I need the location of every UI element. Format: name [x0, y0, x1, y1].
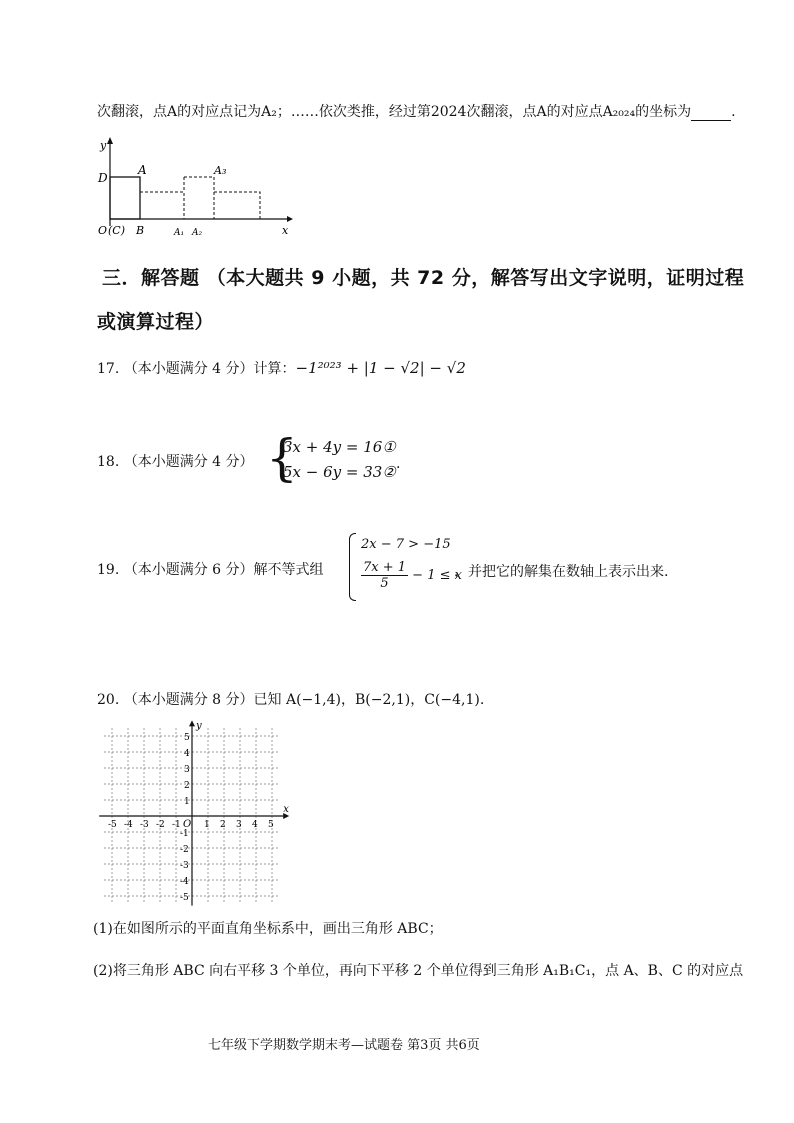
- q19-label: 19. （本小题满分 6 分）解不等式组: [97, 562, 324, 578]
- intro-line: [97, 101, 736, 121]
- x-tick-label: -2: [156, 820, 165, 830]
- x-tick-label: -5: [108, 820, 117, 830]
- q19-numerator: 7x + 1: [363, 560, 407, 575]
- coordinate-grid: [92, 720, 289, 903]
- q18-brace: {: [266, 429, 298, 487]
- q18-label: 18. （本小题满分 4 分）: [97, 454, 254, 470]
- label-O: O: [98, 224, 108, 237]
- label-B: B: [136, 224, 145, 237]
- y-tick-label: -4: [180, 877, 189, 887]
- label-A3: A₃: [214, 164, 227, 177]
- q19-inequality-2: [361, 560, 462, 591]
- y-tick-label: 5: [184, 733, 190, 743]
- x-axis-label: x: [282, 224, 289, 237]
- q18-equation-1: 3x + 4y = 16①: [283, 438, 396, 456]
- y-axis-arrow: [189, 720, 195, 726]
- label-D: D: [98, 171, 108, 185]
- label-A: A: [138, 163, 147, 177]
- y-tick-label: -5: [180, 893, 189, 903]
- q17-label: 17. （本小题满分 4 分）计算：: [97, 361, 296, 377]
- label-A1: A₁: [174, 228, 185, 238]
- y-axis-label: y: [196, 720, 202, 732]
- q19-after: ，并把它的解集在数轴上表示出来.: [454, 564, 669, 580]
- q19-inequality-1: 2x − 7 > −15: [361, 537, 451, 552]
- y-tick-label: 4: [184, 749, 190, 759]
- y-axis-label: y: [100, 139, 107, 152]
- question-17: [97, 358, 466, 378]
- x-axis-label: x: [283, 804, 289, 815]
- origin-label: O: [183, 819, 192, 830]
- y-tick-label: -2: [180, 845, 189, 855]
- label-C: (C): [108, 224, 125, 237]
- q19-brace: [349, 533, 356, 601]
- rolling-rectangle-figure: [92, 134, 297, 244]
- x-tick-label: 4: [252, 820, 258, 830]
- q19-denominator: 5: [380, 576, 389, 591]
- section-heading-line1: 三．解答题 （本大题共 9 小题，共 72 分，解答写出文字说明，证明过程: [102, 267, 745, 289]
- x-tick-label: 1: [204, 820, 210, 830]
- q20-label: 20. （本小题满分 8 分）已知 A(−1,4)，B(−2,1)，C(−4,1).: [97, 692, 485, 708]
- x-tick-label: 3: [236, 820, 242, 830]
- page-footer: 七年级下学期数学期末考—试题卷 第3页 共6页: [208, 1038, 480, 1053]
- answer-blank: [691, 108, 731, 121]
- y-tick-label: 3: [184, 765, 190, 775]
- y-tick-label: 1: [184, 797, 190, 807]
- q18-end: .: [396, 456, 401, 472]
- section-heading-line2: 或演算过程）: [97, 311, 215, 333]
- x-tick-label: -1: [172, 820, 181, 830]
- x-tick-label: -3: [140, 820, 149, 830]
- q17-expression: −1²⁰²³ + |1 − √2| − √2: [295, 359, 466, 377]
- q20-part-2: (2)将三角形 ABC 向右平移 3 个单位，再向下平移 2 个单位得到三角形 A₁B₁C₁，点 A、B、C 的对应点: [93, 963, 744, 979]
- intro-text: 次翻滚，点A的对应点记为A₂；……依次类推，经过第2024次翻滚，点A的对应点A₂₀₂₄的坐标为: [97, 104, 692, 120]
- q19-rest: − 1 ≤ x: [412, 568, 462, 583]
- y-tick-label: 2: [184, 781, 190, 791]
- x-tick-label: -4: [124, 820, 133, 830]
- q18-equation-2: 5x − 6y = 33②: [283, 463, 396, 481]
- y-tick-label: -3: [180, 861, 189, 871]
- y-tick-label: -1: [180, 829, 189, 839]
- x-tick-label: 2: [220, 820, 226, 830]
- q20-part-1: (1)在如图所示的平面直角坐标系中，画出三角形 ABC；: [93, 921, 443, 937]
- x-tick-label: 5: [268, 820, 274, 830]
- intro-trail: .: [731, 104, 736, 120]
- label-A2: A₂: [192, 228, 203, 238]
